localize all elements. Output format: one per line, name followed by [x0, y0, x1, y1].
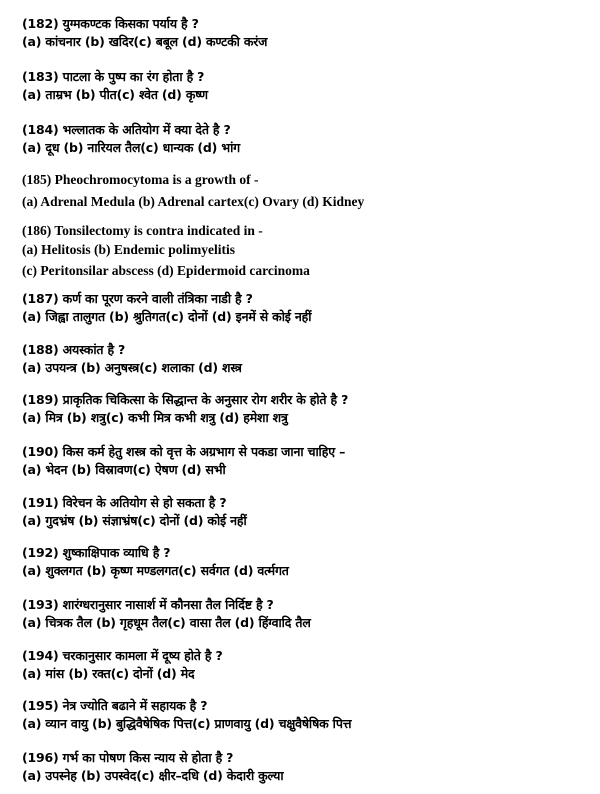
question-text: (185) Pheochromocytoma is a growth of -: [22, 172, 259, 187]
question-191: [22, 494, 592, 530]
question-text: (188) अयस्कांत है ?: [22, 342, 126, 357]
question-options: (a) मित्र (b) शत्रु(c) कभी मित्र कभी शत्रु (d) हमेशा शत्रु: [22, 410, 288, 425]
question-options: (a) कांचनार (b) खदिर(c) बबूल (d) कण्टकी करंज: [22, 34, 268, 49]
question-187: [22, 290, 592, 326]
question-183: [22, 68, 592, 104]
question-options: (a) उपयन्त्र (b) अनुषस्त्र(c) शलाका (d) शस्त्र: [22, 360, 242, 375]
question-196: [22, 749, 592, 785]
question-186: [22, 222, 592, 280]
question-182: [22, 15, 592, 51]
question-text: (192) शुष्काक्षिपाक व्याधि है ?: [22, 545, 171, 560]
question-text: (184) भल्लातक के अतियोग में क्या देते है ?: [22, 122, 231, 137]
question-192: [22, 544, 592, 580]
question-text: (183) पाटला के पुष्प का रंग होता है ?: [22, 69, 205, 84]
question-options: (a) Helitosis (b) Endemic polimyelitis: [22, 242, 235, 257]
question-text: (186) Tonsilectomy is contra indicated in -: [22, 223, 263, 238]
question-options: (a) शुक्लगत (b) कृष्ण मण्डलगत(c) सर्वगत (d) वर्त्मगत: [22, 563, 289, 578]
question-text: (196) गर्भ का पोषण किस न्याय से होता है ?: [22, 750, 234, 765]
question-195: [22, 697, 592, 733]
question-options: (a) दूध (b) नारियल तैल(c) धान्यक (d) भांग: [22, 140, 241, 155]
question-text: (194) चरकानुसार कामला में दूष्य होते है ?: [22, 648, 223, 663]
question-options: (a) Adrenal Medula (b) Adrenal cartex(c) Ovary (d) Kidney: [22, 194, 365, 209]
question-options: (a) उपस्नेह (b) उपस्वेद(c) क्षीर–दधि (d) केदारी कुल्या: [22, 768, 284, 783]
question-text: (191) विरेचन के अतियोग से हो सकता है ?: [22, 495, 227, 510]
question-185: [22, 171, 592, 211]
question-text: (190) किस कर्म हेतु शस्त्र को वृत्त के अग्रभाग से पकडा जाना चाहिए –: [22, 444, 346, 459]
question-text: (187) कर्ण का पूरण करने वाली तंत्रिका नाडी है ?: [22, 291, 253, 306]
question-text: (182) युग्मकण्टक किसका पर्याय है ?: [22, 16, 199, 31]
question-194: [22, 647, 592, 683]
question-options: (c) Peritonsilar abscess (d) Epidermoid carcinoma: [22, 263, 310, 278]
question-184: [22, 121, 592, 157]
question-options: (a) भेदन (b) विस्रावण(c) ऐषण (d) सभी: [22, 462, 226, 477]
question-text: (195) नेत्र ज्योति बढाने में सहायक है ?: [22, 698, 208, 713]
question-options: (a) गुदभ्रंष (b) संज्ञाभ्रंष(c) दोनों (d) कोई नहीं: [22, 513, 247, 528]
question-190: [22, 443, 592, 479]
question-options: (a) चित्रक तैल (b) गृहधूम तैल(c) वासा तैल (d) हिंग्वादि तैल: [22, 615, 311, 630]
question-options: (a) व्यान वायु (b) बुद्धिवैषेषिक पित्त(c) प्राणवायु (d) चक्षुवैषेषिक पित्त: [22, 716, 352, 731]
question-options: (a) मांस (b) रक्त(c) दोनों (d) मेद: [22, 666, 195, 681]
question-options: (a) ताम्रभ (b) पीत(c) श्वेत (d) कृष्ण: [22, 87, 208, 102]
question-193: [22, 596, 592, 632]
question-options: (a) जिह्वा तालुगत (b) श्रुतिगत(c) दोनों (d) इनमें से कोई नहीं: [22, 309, 312, 324]
question-189: [22, 391, 592, 427]
question-188: [22, 341, 592, 377]
question-text: (193) शारंग्धरानुसार नासार्श में कौनसा तैल निर्दिष्ट है ?: [22, 597, 274, 612]
question-text: (189) प्राकृतिक चिकित्सा के सिद्धान्त के अनुसार रोग शरीर के होते है ?: [22, 392, 349, 407]
